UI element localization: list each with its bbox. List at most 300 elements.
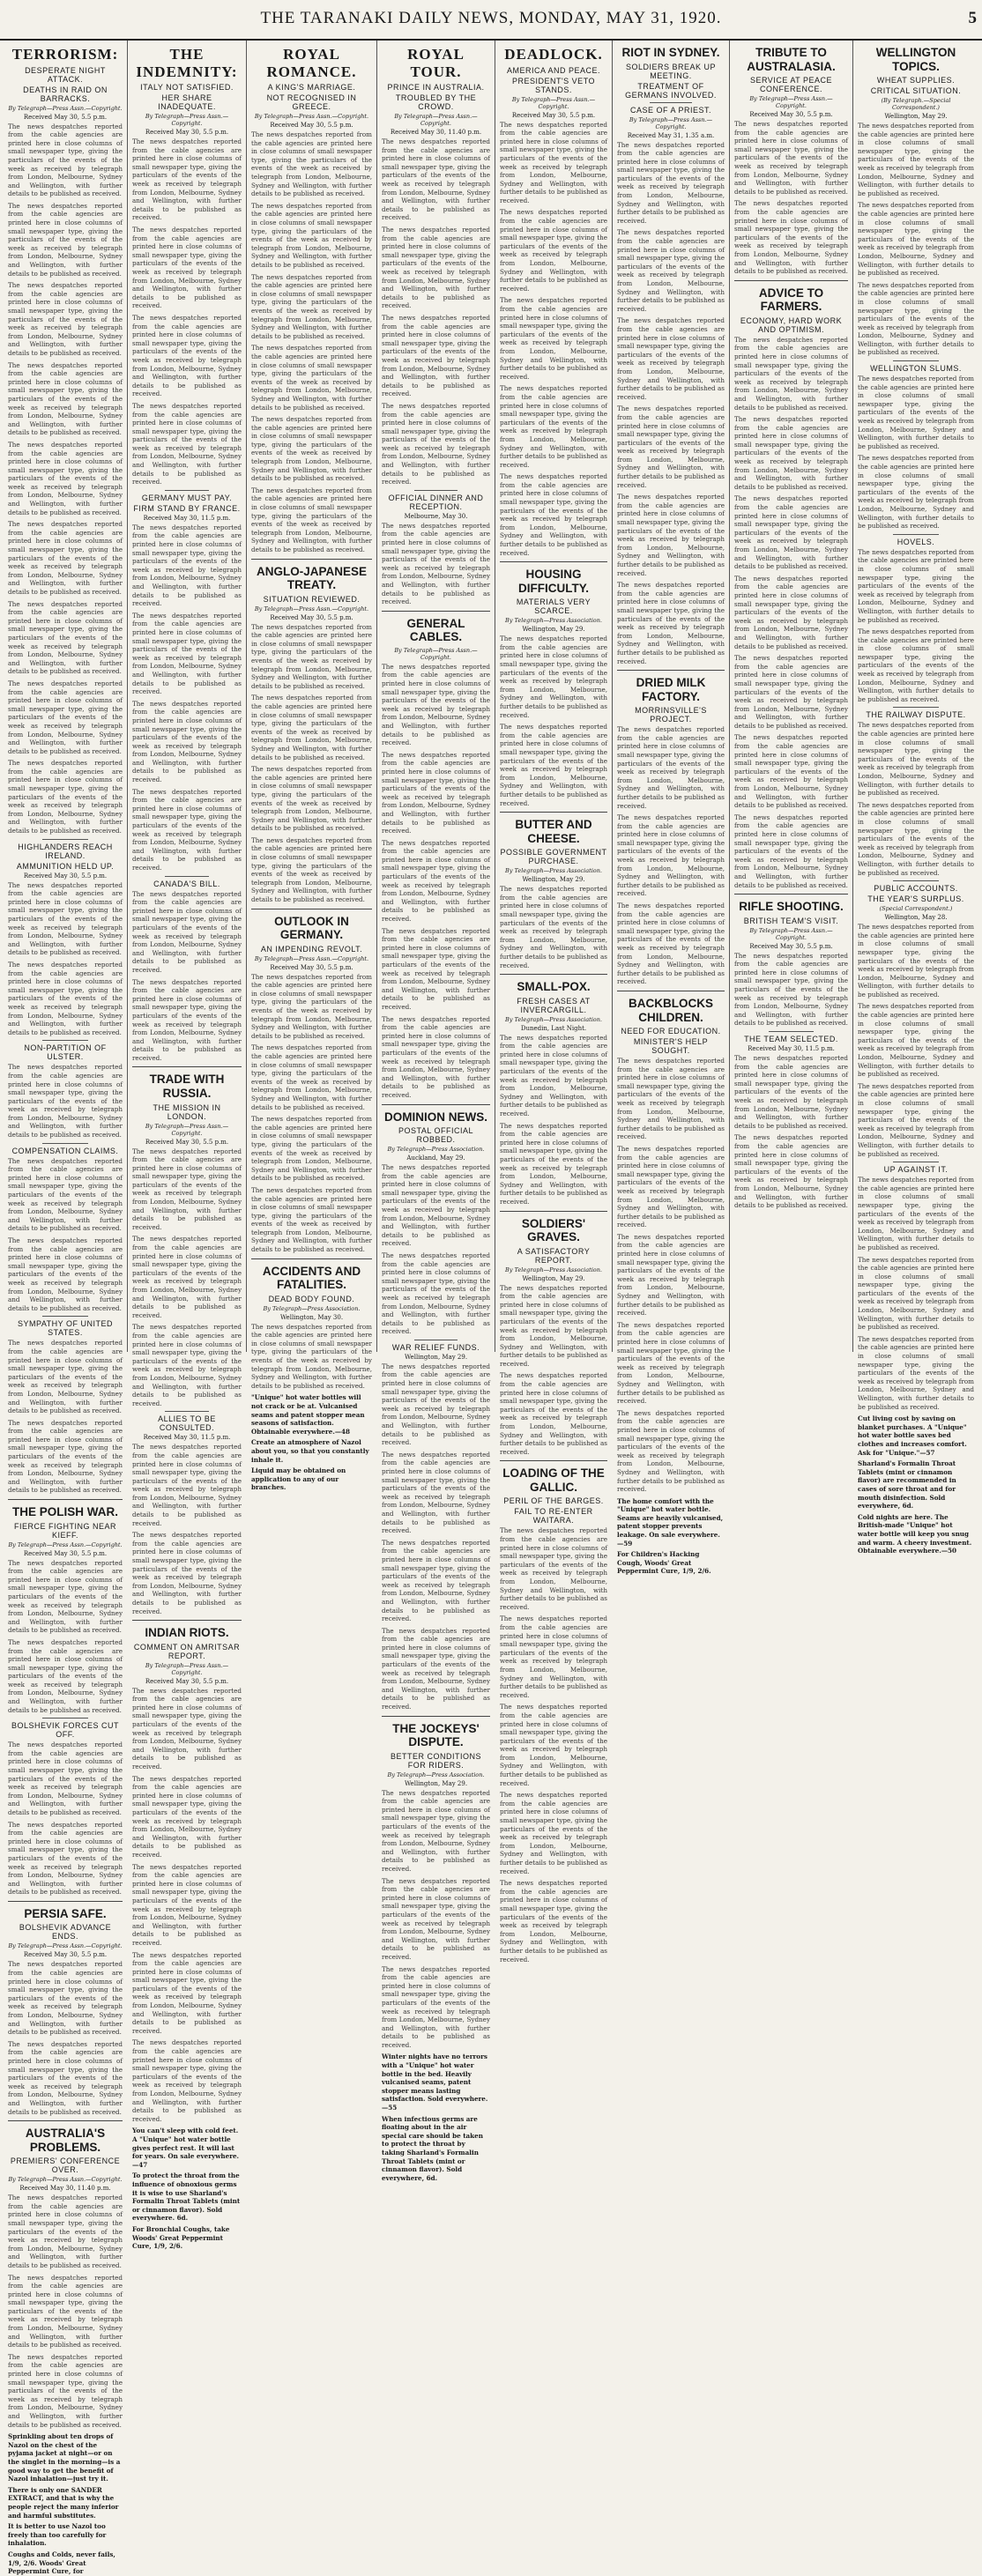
article-dateline: Wellington, May 29. bbox=[522, 626, 585, 634]
article-paragraph: The news despatches reported from the cable agencies are printed here in close columns of small newspaper type, giving the particulars of the events of the week as received by telegraph from London, Melbourne, Sydney and Wellington, with further details to be published as received. bbox=[500, 1371, 607, 1456]
article-paragraph: The news despatches reported from the cable agencies are printed here in close columns of small newspaper type, giving the particulars of the events of the week as received by telegraph from London, Melbourne, Sydney and Wellington, with further details to be published as received. bbox=[500, 885, 607, 969]
article-subhead: HOVELS. bbox=[896, 537, 935, 546]
article-byline: By Telegraph—Press Assn.—Copyright. bbox=[749, 95, 833, 110]
article-paragraph: The news despatches reported from the cable agencies are printed here in close columns of small newspaper type, giving the particulars of the events of the week as received by telegraph from London, Melbourne, Sydney and Wellington, with further details to be published as received. bbox=[8, 281, 123, 357]
article-headline: WELLINGTON TOPICS. bbox=[875, 46, 956, 73]
column-7 bbox=[730, 41, 853, 1352]
article-paragraph: The news despatches reported from the cable agencies are printed here in close columns of small newspaper type, giving the particulars of the events of the week as received by telegraph from London, Melbourne, Sydney and Wellington, with further details to be published as received. bbox=[500, 208, 607, 293]
article-paragraph: The news despatches reported from the cable agencies are printed here in close columns of small newspaper type, giving the particulars of the events of the week as received by telegraph from London, Melbourne, Sydney and Wellington, with further details to be published as received. bbox=[132, 1323, 242, 1407]
article-headline: ANGLO-JAPANESE TREATY. bbox=[256, 564, 367, 592]
article-paragraph: The news despatches reported from the cable agencies are printed here in close columns of small newspaper type, giving the particulars of the events of the week as received by telegraph from London, Melbourne, Sydney and Wellington, with further details to be published as received. bbox=[132, 1443, 242, 1527]
newspaper-columns bbox=[4, 41, 978, 2576]
article-paragraph: The news despatches reported from the cable agencies are printed here in close columns of small newspaper type, giving the particulars of the events of the week as received by telegraph from London, Melbourne, Sydney and Wellington, with further details to be published as received. bbox=[132, 401, 242, 486]
article-paragraph: The news despatches reported from the cable agencies are printed here in close columns of small newspaper type, giving the particulars of the events of the week as received by telegraph from London, Melbourne, Sydney and Wellington, with further details to be published as received. bbox=[251, 1185, 372, 1254]
short-rule bbox=[165, 1411, 209, 1412]
article-paragraph: The news despatches reported from the cable agencies are printed here in close columns of small newspaper type, giving the particulars of the events of the week as received by telegraph from London, Melbourne, Sydney and Wellington, with further details to be published as received. bbox=[8, 1339, 123, 1415]
section-separator bbox=[382, 611, 490, 612]
article-paragraph: The news despatches reported from the cable agencies are printed here in close columns of small newspaper type, giving the particulars of the events of the week as received by telegraph from London, Melbourne, Sydney and Wellington, with further details to be published as received. bbox=[500, 1033, 607, 1117]
article-paragraph: The news despatches reported from the cable agencies are printed here in close columns of small newspaper type, giving the particulars of the events of the week as received by telegraph from London, Melbourne, Sydney and Wellington, with further details to be published as received. bbox=[132, 1862, 242, 1947]
article-dateline: Received May 30, 5.5 p.m. bbox=[270, 122, 353, 130]
section-separator bbox=[8, 1901, 123, 1902]
article-paragraph: The news despatches reported from the cable agencies are printed here in close columns of small newspaper type, giving the particulars of the events of the week as received by telegraph from London, Melbourne, Sydney and Wellington, with further details to be published as received. bbox=[500, 120, 607, 204]
article-paragraph: The news despatches reported from the cable agencies are printed here in close columns of small newspaper type, giving the particulars of the events of the week as received by telegraph from London, Melbourne, Sydney and Wellington, with further details to be published as received. bbox=[858, 1002, 974, 1079]
article-subhead: GERMANY MUST PAY. bbox=[141, 493, 233, 502]
article-deck: PRESIDENT'S VETO STANDS. bbox=[511, 76, 596, 94]
article-headline: THE JOCKEYS' DISPUTE. bbox=[392, 1721, 480, 1749]
article-paragraph: The news despatches reported from the cable agencies are printed here in close columns of small newspaper type, giving the particulars of the events of the week as received by telegraph from London, Melbourne, Sydney and Wellington, with further details to be published as received. bbox=[8, 1236, 123, 1312]
article-paragraph: The news despatches reported from the cable agencies are printed here in close columns of small newspaper type, giving the particulars of the events of the week as received by telegraph from London, Melbourne, Sydney and Wellington, with further details to be published as received. bbox=[132, 787, 242, 872]
short-rule bbox=[650, 102, 693, 103]
article-dateline: Received May 30, 5.5 p.m. bbox=[511, 111, 596, 119]
article-deck: FAIL TO RE-ENTER WAITARA. bbox=[514, 1507, 593, 1526]
advertisement-paragraph: "Unique" hot water bottles will not crack or be at. Vulcanised seams and patent stopper mean seasons of satisfaction. Obtainable everywhere.—48 bbox=[251, 1393, 365, 1436]
article-subhead: OFFICIAL DINNER AND RECEPTION. bbox=[388, 493, 484, 511]
article-paragraph: The news despatches reported from the cable agencies are printed here in close columns of small newspaper type, giving the particulars of the events of the week as received by telegraph from London, Melbourne, Sydney and Wellington, with further details to be published as received. bbox=[251, 415, 372, 483]
article-subhead: POSTAL OFFICIAL ROBBED. bbox=[398, 1126, 473, 1145]
article-deck: AMMUNITION HELD UP. bbox=[16, 861, 115, 871]
section-separator bbox=[500, 1460, 607, 1461]
article-headline: HOUSING DIFFICULTY. bbox=[518, 568, 589, 595]
article-paragraph: The news despatches reported from the cable agencies are printed here in close columns of small newspaper type, giving the particulars of the events of the week as received by telegraph from London, Melbourne, Sydney and Wellington, with further details to be published as received. bbox=[8, 1820, 123, 1897]
article-paragraph: The news despatches reported from the cable agencies are printed here in close columns of small newspaper type, giving the particulars of the events of the week as received by telegraph from London, Melbourne, Sydney and Wellington, with further details to be published as received. bbox=[500, 635, 607, 719]
article-dateline: Received May 30, 5.5 p.m. bbox=[23, 1549, 108, 1557]
article-paragraph: The news despatches reported from the cable agencies are printed here in close columns of small newspaper type, giving the particulars of the events of the week as received by telegraph from London, Melbourne, Sydney and Wellington, with further details to be published as received. bbox=[500, 1703, 607, 1787]
article-paragraph: The news despatches reported from the cable agencies are printed here in close columns of small newspaper type, giving the particulars of the events of the week as received by telegraph from London, Melbourne, Sydney and Wellington, with further details to be published as received. bbox=[251, 1322, 372, 1390]
article-deck: NOT RECOGNISED IN GREECE. bbox=[266, 93, 357, 112]
article-subhead: PERIL OF THE BARGES. bbox=[503, 1496, 604, 1506]
advertisement-paragraph: It is better to use Nazol too freely than too carefully for inhalation. bbox=[8, 2522, 107, 2548]
advertisement-paragraph: For Bronchial Coughs, take Woods' Great Peppermint Cure, 1/9, 2/6. bbox=[132, 2224, 230, 2251]
article-subhead: WELLINGTON SLUMS. bbox=[870, 364, 962, 374]
article-subhead: THE MISSION IN LONDON. bbox=[153, 1102, 221, 1121]
article-paragraph: The news despatches reported from the cable agencies are printed here in close columns of small newspaper type, giving the particulars of the events of the week as received by telegraph from London, Melbourne, Sydney and Wellington, with further details to be published as received. bbox=[251, 694, 372, 761]
article-paragraph: The news despatches reported from the cable agencies are printed here in close columns of small newspaper type, giving the particulars of the events of the week as received by telegraph from London, Melbourne, Sydney and Wellington, with further details to be published as received. bbox=[382, 1626, 490, 1711]
article-paragraph: The news despatches reported from the cable agencies are printed here in close columns of small newspaper type, giving the particulars of the events of the week as received by telegraph from London, Melbourne, Sydney and Wellington, with further details to be published as received. bbox=[251, 765, 372, 833]
article-byline: By Telegraph—Press Assn.—Copyright. bbox=[394, 646, 478, 661]
article-subhead: ALLIES TO BE CONSULTED. bbox=[158, 1414, 216, 1433]
article-subhead: SERVICE AT PEACE CONFERENCE. bbox=[749, 76, 833, 94]
article-paragraph: The news despatches reported from the cable agencies are printed here in close columns of small newspaper type, giving the particulars of the events of the week as received by telegraph from London, Melbourne, Sydney and Wellington, with further details to be published as received. bbox=[500, 1791, 607, 1875]
article-dateline: Received May 30, 11.5 p.m. bbox=[143, 514, 231, 522]
article-paragraph: The news despatches reported from the cable agencies are printed here in close columns of small newspaper type, giving the particulars of the events of the week as received by telegraph from London, Melbourne, Sydney and Wellington, with further details to be published as received. bbox=[858, 1176, 974, 1251]
article-headline: DEADLOCK. bbox=[504, 46, 603, 63]
article-byline: By Telegraph—Press Association. bbox=[263, 1304, 361, 1312]
article-paragraph: The news despatches reported from the cable agencies are printed here in close columns of small newspaper type, giving the particulars of the events of the week as received by telegraph from London, Melbourne, Sydney and Wellington, with further details to be published as received. bbox=[734, 654, 848, 730]
article-deck: TREATMENT OF GERMANS INVOLVED. bbox=[625, 81, 717, 100]
article-paragraph: The news despatches reported from the cable agencies are printed here in close columns of small newspaper type, giving the particulars of the events of the week as received by telegraph from London, Melbourne, Sydney and Wellington, with further details to be published as received. bbox=[132, 523, 242, 608]
article-subhead: NON-PARTITION OF ULSTER. bbox=[24, 1043, 107, 1062]
article-paragraph: The news despatches reported from the cable agencies are printed here in close columns of small newspaper type, giving the particulars of the events of the week as received by telegraph from London, Melbourne, Sydney and Wellington, with further details to be published as received. bbox=[382, 401, 490, 486]
article-headline: ROYAL ROMANCE. bbox=[266, 46, 357, 80]
article-headline: SMALL-POX. bbox=[517, 980, 591, 994]
article-headline: BACKBLOCKS CHILDREN. bbox=[629, 996, 713, 1024]
article-subhead: A SATISFACTORY REPORT. bbox=[517, 1246, 591, 1265]
article-subhead: THE RAILWAY DISPUTE. bbox=[866, 710, 966, 720]
article-byline: (By Telegraph.—Special Correspondent.) bbox=[881, 97, 951, 112]
article-paragraph: The news despatches reported from the cable agencies are printed here in close columns of small newspaper type, giving the particulars of the events of the week as received by telegraph from London, Melbourne, Sydney and Wellington, with further details to be published as received. bbox=[858, 627, 974, 703]
article-paragraph: The news despatches reported from the cable agencies are printed here in close columns of small newspaper type, giving the particulars of the events of the week as received by telegraph from London, Melbourne, Sydney and Wellington, with further details to be published as received. bbox=[617, 1408, 725, 1494]
article-dateline: Received May 30, 5.5 p.m. bbox=[749, 111, 833, 119]
article-paragraph: The news despatches reported from the cable agencies are printed here in close columns of small newspaper type, giving the particulars of the events of the week as received by telegraph from London, Melbourne, Sydney and Wellington, with further details to be published as received. bbox=[132, 2038, 242, 2123]
masthead bbox=[0, 0, 982, 41]
article-paragraph: The news despatches reported from the cable agencies are printed here in close columns of small newspaper type, giving the particulars of the events of the week as received by telegraph from London, Melbourne, Sydney and Wellington, with further details to be published as received. bbox=[8, 2273, 123, 2350]
advertisement-paragraph: Coughs and Colds, never fails, 1/9, 2/6. Woods' Great Peppermint Cure, for bbox=[8, 2550, 115, 2576]
article-paragraph: The news despatches reported from the cable agencies are printed here in close columns of small newspaper type, giving the particulars of the events of the week as received by telegraph from London, Melbourne, Sydney and Wellington, with further details to be published as received. bbox=[858, 1334, 974, 1411]
article-paragraph: The news despatches reported from the cable agencies are printed here in close columns of small newspaper type, giving the particulars of the events of the week as received by telegraph from London, Melbourne, Sydney and Wellington, with further details to be published as received. bbox=[382, 1538, 490, 1623]
article-dateline: Received May 30, 5.5 p.m. bbox=[270, 613, 353, 621]
article-paragraph: The news despatches reported from the cable agencies are printed here in close columns of small newspaper type, giving the particulars of the events of the week as received by telegraph from London, Melbourne, Sydney and Wellington, with further details to be published as received. bbox=[132, 699, 242, 784]
article-paragraph: The news despatches reported from the cable agencies are printed here in close columns of small newspaper type, giving the particulars of the events of the week as received by telegraph from London, Melbourne, Sydney and Wellington, with further details to be published as received. bbox=[617, 1057, 725, 1141]
article-byline: By Telegraph—Press Assn.—Copyright. bbox=[254, 605, 369, 612]
article-dateline: Melbourne, May 30. bbox=[404, 512, 468, 520]
section-separator bbox=[382, 1104, 490, 1105]
article-paragraph: The news despatches reported from the cable agencies are printed here in close columns of small newspaper type, giving the particulars of the events of the week as received by telegraph from London, Melbourne, Sydney and Wellington, with further details to be published as received. bbox=[617, 140, 725, 225]
short-rule bbox=[42, 1316, 88, 1317]
short-rule bbox=[893, 360, 940, 361]
article-paragraph: The news despatches reported from the cable agencies are printed here in close columns of small newspaper type, giving the particulars of the events of the week as received by telegraph from London, Melbourne, Sydney and Wellington, with further details to be published as received. bbox=[8, 2194, 123, 2269]
short-rule bbox=[414, 490, 458, 491]
short-rule bbox=[42, 1040, 88, 1041]
article-paragraph: The news despatches reported from the cable agencies are printed here in close columns of small newspaper type, giving the particulars of the events of the week as received by telegraph from London, Melbourne, Sydney and Wellington, with further details to be published as received. bbox=[382, 226, 490, 310]
advertisement-paragraph: The home comfort with the "Unique" hot water bottle. Seams are heavily vulcanised, patent stopper prevents leakage. On sale everywhere.—59 bbox=[617, 1496, 724, 1548]
article-subhead: ITALY NOT SATISFIED. bbox=[140, 83, 234, 93]
article-dateline: Received May 30, 5.5 p.m. bbox=[23, 872, 108, 880]
section-separator bbox=[617, 670, 725, 671]
article-dateline: Dunedin, Last Night. bbox=[520, 1024, 587, 1032]
article-paragraph: The news despatches reported from the cable agencies are printed here in close columns of small newspaper type, giving the particulars of the events of the week as received by telegraph from London, Melbourne, Sydney and Wellington, with further details to be published as received. bbox=[8, 1960, 123, 2037]
article-subhead: COMPENSATION CLAIMS. bbox=[11, 1146, 119, 1155]
article-dateline: Wellington, May 29. bbox=[884, 113, 948, 121]
article-paragraph: The news despatches reported from the cable agencies are printed here in close columns of small newspaper type, giving the particulars of the events of the week as received by telegraph from London, Melbourne, Sydney and Wellington, with further details to be published as received. bbox=[132, 1531, 242, 1615]
article-dateline: Received May 30, 5.5 p.m. bbox=[145, 1138, 229, 1146]
article-subhead: A KING'S MARRIAGE. bbox=[267, 83, 356, 93]
article-paragraph: The news despatches reported from the cable agencies are printed here in close columns of small newspaper type, giving the particulars of the events of the week as received by telegraph from London, Melbourne, Sydney and Wellington, with further details to be published as received. bbox=[8, 1637, 123, 1714]
article-paragraph: The news despatches reported from the cable agencies are printed here in close columns of small newspaper type, giving the particulars of the events of the week as received by telegraph from London, Melbourne, Sydney and Wellington, with further details to be published as received. bbox=[382, 1964, 490, 2049]
article-deck: TROUBLED BY THE CROWD. bbox=[395, 93, 477, 112]
article-paragraph: The news despatches reported from the cable agencies are printed here in close columns of small newspaper type, giving the particulars of the events of the week as received by telegraph from London, Melbourne, Sydney and Wellington, with further details to be published as received. bbox=[617, 316, 725, 401]
article-paragraph: The news despatches reported from the cable agencies are printed here in close columns of small newspaper type, giving the particulars of the events of the week as received by telegraph from London, Melbourne, Sydney and Wellington, with further details to be published as received. bbox=[617, 405, 725, 489]
article-paragraph: The news despatches reported from the cable agencies are printed here in close columns of small newspaper type, giving the particulars of the events of the week as received by telegraph from London, Melbourne, Sydney and Wellington, with further details to be published as received. bbox=[132, 1950, 242, 2035]
column-8 bbox=[853, 41, 978, 1555]
article-byline: By Telegraph—Press Assn.—Copyright. bbox=[394, 113, 478, 128]
article-subhead: SYMPATHY OF UNITED STATES. bbox=[17, 1319, 113, 1338]
article-dateline: Received May 31, 1.35 a.m. bbox=[627, 131, 715, 139]
article-paragraph: The news despatches reported from the cable agencies are printed here in close columns of small newspaper type, giving the particulars of the events of the week as received by telegraph from London, Melbourne, Sydney and Wellington, with further details to be published as received. bbox=[8, 759, 123, 835]
article-dateline: Wellington, May 29. bbox=[522, 1274, 585, 1282]
section-separator bbox=[251, 559, 372, 560]
article-deck: DEATHS IN RAID ON BARRACKS. bbox=[23, 85, 108, 103]
article-paragraph: The news despatches reported from the cable agencies are printed here in close columns of small newspaper type, giving the particulars of the events of the week as received by telegraph from London, Melbourne, Sydney and Wellington, with further details to be published as received. bbox=[734, 335, 848, 412]
article-byline: By Telegraph—Press Assn.—Copyright. bbox=[254, 113, 369, 121]
article-subhead: WHEAT SUPPLIES. bbox=[876, 76, 956, 85]
article-subhead: DESPERATE NIGHT ATTACK. bbox=[25, 65, 106, 84]
advertisement-paragraph: Sprinkling about ten drops of Nazol on the chest of the pyjama jacket at night—or on the singlet in the morning—is a good way to get the benefit of Nazol inhalation—just try it. bbox=[8, 2432, 121, 2483]
article-byline: By Telegraph—Press Association. bbox=[387, 1146, 485, 1154]
article-paragraph: The news despatches reported from the cable agencies are printed here in close columns of small newspaper type, giving the particulars of the events of the week as received by telegraph from London, Melbourne, Sydney and Wellington, with further details to be published as received. bbox=[8, 1063, 123, 1140]
article-dateline: Wellington, May 29. bbox=[404, 1353, 468, 1361]
article-paragraph: The news despatches reported from the cable agencies are printed here in close columns of small newspaper type, giving the particulars of the events of the week as received by telegraph from London, Melbourne, Sydney and Wellington, with further details to be published as received. bbox=[382, 750, 490, 835]
article-dateline: Received May 30, 11.40 p.m. bbox=[19, 2185, 111, 2193]
article-deck: THE YEAR'S SURPLUS. bbox=[867, 895, 964, 904]
article-paragraph: The news despatches reported from the cable agencies are printed here in close columns of small newspaper type, giving the particulars of the events of the week as received by telegraph from London, Melbourne, Sydney and Wellington, with further details to be published as received. bbox=[500, 1879, 607, 1964]
article-paragraph: The news despatches reported from the cable agencies are printed here in close columns of small newspaper type, giving the particulars of the events of the week as received by telegraph from London, Melbourne, Sydney and Wellington, with further details to be published as received. bbox=[734, 813, 848, 889]
short-rule bbox=[893, 707, 940, 708]
article-byline: By Telegraph—Press Assn.—Copyright. bbox=[254, 954, 369, 962]
article-headline: SOLDIERS' GRAVES. bbox=[521, 1216, 586, 1244]
article-dateline: Received May 30, 5.5 p.m. bbox=[145, 1677, 229, 1685]
article-headline: ROYAL TOUR. bbox=[407, 46, 465, 80]
article-subhead: ECONOMY, HARD WORK AND OPTIMISM. bbox=[740, 316, 843, 334]
article-paragraph: The news despatches reported from the cable agencies are printed here in close columns of small newspaper type, giving the particulars of the events of the week as received by telegraph from London, Melbourne, Sydney and Wellington, with further details to be published as received. bbox=[8, 1156, 123, 1233]
article-dateline: Received May 30, 11.5 p.m. bbox=[748, 1045, 835, 1053]
article-paragraph: The news despatches reported from the cable agencies are printed here in close columns of small newspaper type, giving the particulars of the events of the week as received by telegraph from London, Melbourne, Sydney and Wellington, with further details to be published as received. bbox=[382, 662, 490, 747]
article-paragraph: The news despatches reported from the cable agencies are printed here in close columns of small newspaper type, giving the particulars of the events of the week as received by telegraph from London, Melbourne, Sydney and Wellington, with further details to be published as received. bbox=[500, 296, 607, 381]
section-separator bbox=[734, 280, 848, 281]
article-paragraph: The news despatches reported from the cable agencies are printed here in close columns of small newspaper type, giving the particulars of the events of the week as received by telegraph from London, Melbourne, Sydney and Wellington, with further details to be published as received. bbox=[617, 1144, 725, 1229]
article-paragraph: The news despatches reported from the cable agencies are printed here in close columns of small newspaper type, giving the particulars of the events of the week as received by telegraph from London, Melbourne, Sydney and Wellington, with further details to be published as received. bbox=[8, 1418, 123, 1495]
article-paragraph: The news despatches reported from the cable agencies are printed here in close columns of small newspaper type, giving the particulars of the events of the week as received by telegraph from London, Melbourne, Sydney and Wellington, with further details to be published as received. bbox=[382, 137, 490, 222]
article-headline: TRIBUTE TO AUSTRALASIA. bbox=[747, 46, 836, 73]
section-separator bbox=[500, 561, 607, 562]
short-rule bbox=[769, 1031, 815, 1032]
article-paragraph: The news despatches reported from the cable agencies are printed here in close columns of small newspaper type, giving the particulars of the events of the week as received by telegraph from London, Melbourne, Sydney and Wellington, with further details to be published as received. bbox=[8, 360, 123, 437]
article-paragraph: The news despatches reported from the cable agencies are printed here in close columns of small newspaper type, giving the particulars of the events of the week as received by telegraph from London, Melbourne, Sydney and Wellington, with further details to be published as received. bbox=[251, 130, 372, 198]
advertisement-paragraph: Cut living cost by saving on blanket purchases. A "Unique" hot water bottle saves bed clothes and increases comfort. Ask for "Unique."—57 bbox=[858, 1414, 967, 1457]
article-dateline: Wellington, May 29. bbox=[522, 876, 585, 884]
article-paragraph: The news despatches reported from the cable agencies are printed here in close columns of small newspaper type, giving the particulars of the events of the week as received by telegraph from London, Melbourne, Sydney and Wellington, with further details to be published as received. bbox=[734, 1133, 848, 1210]
article-paragraph: The news despatches reported from the cable agencies are printed here in close columns of small newspaper type, giving the particulars of the events of the week as received by telegraph from London, Melbourne, Sydney and Wellington, with further details to be published as received. bbox=[132, 137, 242, 222]
article-paragraph: The news despatches reported from the cable agencies are printed here in close columns of small newspaper type, giving the particulars of the events of the week as received by telegraph from London, Melbourne, Sydney and Wellington, with further details to be published as received. bbox=[617, 813, 725, 898]
short-rule bbox=[42, 1143, 88, 1144]
article-subhead: UP AGAINST IT. bbox=[883, 1165, 949, 1175]
article-dateline: Received May 30, 11.40 p.m. bbox=[390, 129, 482, 137]
article-paragraph: The news despatches reported from the cable agencies are printed here in close columns of small newspaper type, giving the particulars of the events of the week as received by telegraph from London, Melbourne, Sydney and Wellington, with further details to be published as received. bbox=[858, 923, 974, 998]
article-byline: By Telegraph—Press Assn.—Copyright. bbox=[511, 95, 596, 110]
advertisement-paragraph: When infectious germs are floating about in the air special care should be taken to protect the throat by taking Sharland's Formalin Throat Tablets (mint or cinnamon flavor). Sold everywhere, 6d. bbox=[382, 2114, 483, 2182]
article-headline: TRADE WITH RUSSIA. bbox=[149, 1073, 225, 1100]
article-headline: TERRORISM: bbox=[11, 46, 119, 63]
article-byline: By Telegraph—Press Assn.—Copyright. bbox=[8, 1942, 123, 1950]
article-dateline: Received May 30, 5.5 p.m. bbox=[749, 942, 833, 950]
article-dateline: Wellington, May 30. bbox=[279, 1313, 344, 1321]
article-paragraph: The news despatches reported from the cable agencies are printed here in close columns of small newspaper type, giving the particulars of the events of the week as received by telegraph from London, Melbourne, Sydney and Wellington, with further details to be published as received. bbox=[617, 581, 725, 665]
article-subhead: PREMIERS' CONFERENCE OVER. bbox=[10, 2157, 121, 2175]
article-paragraph: The news despatches reported from the cable agencies are printed here in close columns of small newspaper type, giving the particulars of the events of the week as received by telegraph from London, Melbourne, Sydney and Wellington, with further details to be published as received. bbox=[132, 611, 242, 696]
section-separator bbox=[251, 1258, 372, 1259]
advertisement-paragraph: Create an atmosphere of Nazol about you, so that you constantly inhale it. bbox=[251, 1438, 369, 1464]
advertisement-paragraph: You can't sleep with cold feet. A "Unique" hot water bottle gives perfect rest. It will last for years. On sale everywhere.—47 bbox=[132, 2127, 240, 2169]
article-paragraph: The news despatches reported from the cable agencies are printed here in close columns of small newspaper type, giving the particulars of the events of the week as received by telegraph from London, Melbourne, Sydney and Wellington, with further details to be published as received. bbox=[500, 1283, 607, 1368]
article-paragraph: The news despatches reported from the cable agencies are printed here in close columns of small newspaper type, giving the particulars of the events of the week as received by telegraph from London, Melbourne, Sydney and Wellington, with further details to be published as received. bbox=[132, 977, 242, 1062]
article-paragraph: The news despatches reported from the cable agencies are printed here in close columns of small newspaper type, giving the particulars of the events of the week as received by telegraph from London, Melbourne, Sydney and Wellington, with further details to be published as received. bbox=[500, 1615, 607, 1699]
article-byline: By Telegraph—Press Assn.—Copyright. bbox=[749, 926, 833, 941]
article-paragraph: The news despatches reported from the cable agencies are printed here in close columns of small newspaper type, giving the particulars of the events of the week as received by telegraph from London, Melbourne, Sydney and Wellington, with further details to be published as received. bbox=[382, 1876, 490, 1961]
article-paragraph: The news despatches reported from the cable agencies are printed here in close columns of small newspaper type, giving the particulars of the events of the week as received by telegraph from London, Melbourne, Sydney and Wellington, with further details to be published as received. bbox=[858, 1081, 974, 1158]
article-byline: By Telegraph—Press Assn.—Copyright. bbox=[629, 115, 713, 130]
article-paragraph: The news despatches reported from the cable agencies are printed here in close columns of small newspaper type, giving the particulars of the events of the week as received by telegraph from London, Melbourne, Sydney and Wellington, with further details to be published as received. bbox=[251, 622, 372, 690]
article-paragraph: The news despatches reported from the cable agencies are printed here in close columns of small newspaper type, giving the particulars of the events of the week as received by telegraph from London, Melbourne, Sydney and Wellington, with further details to be published as received. bbox=[617, 1232, 725, 1318]
article-paragraph: The news despatches reported from the cable agencies are printed here in close columns of small newspaper type, giving the particulars of the events of the week as received by telegraph from London, Melbourne, Sydney and Wellington, with further details to be published as received. bbox=[858, 122, 974, 197]
article-paragraph: The news despatches reported from the cable agencies are printed here in close columns of small newspaper type, giving the particulars of the events of the week as received by telegraph from London, Melbourne, Sydney and Wellington, with further details to be published as received. bbox=[734, 574, 848, 650]
article-paragraph: The news despatches reported from the cable agencies are printed here in close columns of small newspaper type, giving the particulars of the events of the week as received by telegraph from London, Melbourne, Sydney and Wellington, with further details to be published as received. bbox=[734, 1054, 848, 1130]
article-paragraph: The news despatches reported from the cable agencies are printed here in close columns of small newspaper type, giving the particulars of the events of the week as received by telegraph from London, Melbourne, Sydney and Wellington, with further details to be published as received. bbox=[858, 800, 974, 877]
article-subhead: AN IMPENDING REVOLT. bbox=[260, 944, 363, 954]
article-subhead: MATERIALS VERY SCARCE. bbox=[516, 598, 591, 616]
article-subhead: FIERCE FIGHTING NEAR KIEFF. bbox=[13, 1521, 116, 1540]
article-subhead: MORRINSVILLE'S PROJECT. bbox=[635, 706, 707, 724]
article-byline: By Telegraph—Press Assn.—Copyright. bbox=[8, 1540, 123, 1548]
article-paragraph: The news despatches reported from the cable agencies are printed here in close columns of small newspaper type, giving the particulars of the events of the week as received by telegraph from London, Melbourne, Sydney and Wellington, with further details to be published as received. bbox=[382, 1163, 490, 1248]
article-paragraph: The news despatches reported from the cable agencies are printed here in close columns of small newspaper type, giving the particulars of the events of the week as received by telegraph from London, Melbourne, Sydney and Wellington, with further details to be published as received. bbox=[858, 1255, 974, 1332]
article-subhead: NEED FOR EDUCATION. bbox=[621, 1027, 721, 1036]
article-headline: ADVICE TO FARMERS. bbox=[758, 286, 824, 314]
article-paragraph: The news despatches reported from the cable agencies are printed here in close columns of small newspaper type, giving the particulars of the events of the week as received by telegraph from London, Melbourne, Sydney and Wellington, with further details to be published as received. bbox=[8, 1558, 123, 1635]
article-dateline: Wellington, May 28. bbox=[884, 914, 948, 922]
article-headline: INDIAN RIOTS. bbox=[145, 1626, 229, 1640]
article-dateline: Received May 30, 5.5 p.m. bbox=[270, 963, 353, 971]
short-rule bbox=[165, 876, 209, 877]
article-paragraph: The news despatches reported from the cable agencies are printed here in close columns of small newspaper type, giving the particulars of the events of the week as received by telegraph from London, Melbourne, Sydney and Wellington, with further details to be published as received. bbox=[8, 679, 123, 755]
article-subhead: AMERICA AND PEACE. bbox=[506, 65, 601, 75]
article-paragraph: The news despatches reported from the cable agencies are printed here in close columns of small newspaper type, giving the particulars of the events of the week as received by telegraph from London, Melbourne, Sydney and Wellington, with further details to be published as received. bbox=[382, 838, 490, 924]
article-paragraph: The news despatches reported from the cable agencies are printed here in close columns of small newspaper type, giving the particulars of the events of the week as received by telegraph from London, Melbourne, Sydney and Wellington, with further details to be published as received. bbox=[382, 313, 490, 398]
article-paragraph: The news despatches reported from the cable agencies are printed here in close columns of small newspaper type, giving the particulars of the events of the week as received by telegraph from London, Melbourne, Sydney and Wellington, with further details to be published as received. bbox=[132, 889, 242, 974]
article-subhead: DEAD BODY FOUND. bbox=[268, 1294, 355, 1303]
advertisement-paragraph: Sharland's Formalin Throat Tablets (mint or cinnamon flavor) are recommended in cases of sore throat and for mouth disinfection. Sold everywhere, 6d. bbox=[858, 1459, 956, 1511]
advertisement-paragraph: There is only one SANDER EXTRACT, and that is why the people reject the many inferior and harmful substitutes. bbox=[8, 2485, 119, 2520]
column-3 bbox=[247, 41, 377, 1492]
article-byline: By Telegraph—Press Assn.—Copyright. bbox=[8, 2176, 123, 2184]
article-paragraph: The news despatches reported from the cable agencies are printed here in close columns of small newspaper type, giving the particulars of the events of the week as received by telegraph from London, Melbourne, Sydney and Wellington, with further details to be published as received. bbox=[617, 902, 725, 986]
article-paragraph: The news despatches reported from the cable agencies are printed here in close columns of small newspaper type, giving the particulars of the events of the week as received by telegraph from London, Melbourne, Sydney and Wellington, with further details to be published as received. bbox=[8, 599, 123, 676]
article-byline: By Telegraph—Press Association. bbox=[387, 1771, 485, 1778]
article-byline: By Telegraph—Press Association. bbox=[505, 867, 602, 875]
article-paragraph: The news despatches reported from the cable agencies are printed here in close columns of small newspaper type, giving the particulars of the events of the week as received by telegraph from London, Melbourne, Sydney and Wellington, with further details to be published as received. bbox=[500, 384, 607, 469]
column-5 bbox=[495, 41, 613, 1964]
article-paragraph: The news despatches reported from the cable agencies are printed here in close columns of small newspaper type, giving the particulars of the events of the week as received by telegraph from London, Melbourne, Sydney and Wellington, with further details to be published as received. bbox=[8, 1741, 123, 1816]
article-subhead: THE TEAM SELECTED. bbox=[744, 1035, 838, 1044]
article-byline: (Special Correspondent.) bbox=[879, 905, 953, 913]
section-separator bbox=[500, 974, 607, 975]
article-paragraph: The news despatches reported from the cable agencies are printed here in close columns of small newspaper type, giving the particulars of the events of the week as received by telegraph from London, Melbourne, Sydney and Wellington, with further details to be published as received. bbox=[617, 1320, 725, 1406]
article-byline: By Telegraph—Press Assn.—Copyright. bbox=[145, 1661, 229, 1676]
article-paragraph: The news despatches reported from the cable agencies are printed here in close columns of small newspaper type, giving the particulars of the events of the week as received by telegraph from London, Melbourne, Sydney and Wellington, with further details to be published as received. bbox=[251, 272, 372, 340]
article-paragraph: The news despatches reported from the cable agencies are printed here in close columns of small newspaper type, giving the particulars of the events of the week as received by telegraph from London, Melbourne, Sydney and Wellington, with further details to be published as received. bbox=[500, 723, 607, 807]
article-paragraph: The news despatches reported from the cable agencies are printed here in close columns of small newspaper type, giving the particulars of the events of the week as received by telegraph from London, Melbourne, Sydney and Wellington, with further details to be published as received. bbox=[8, 122, 123, 198]
article-paragraph: The news despatches reported from the cable agencies are printed here in close columns of small newspaper type, giving the particulars of the events of the week as received by telegraph from London, Melbourne, Sydney and Wellington, with further details to be published as received. bbox=[132, 1774, 242, 1859]
article-subhead: WAR RELIEF FUNDS. bbox=[391, 1342, 480, 1352]
short-rule bbox=[893, 534, 940, 535]
article-paragraph: The news despatches reported from the cable agencies are printed here in close columns of small newspaper type, giving the particulars of the events of the week as received by telegraph from London, Melbourne, Sydney and Wellington, with further details to be published as received. bbox=[617, 725, 725, 810]
advertisement-paragraph: For Children's Hacking Cough, Woods' Great Peppermint Cure, 1/9, 2/6. bbox=[617, 1550, 711, 1576]
article-headline: DOMINION NEWS. bbox=[384, 1110, 487, 1124]
article-deck: HER SHARE INADEQUATE. bbox=[158, 93, 216, 112]
section-separator bbox=[132, 1620, 242, 1621]
article-subhead: CASE OF A PRIEST. bbox=[629, 105, 712, 115]
article-paragraph: The news despatches reported from the cable agencies are printed here in close columns of small newspaper type, giving the particulars of the events of the week as received by telegraph from London, Melbourne, Sydney and Wellington, with further details to be published as received. bbox=[500, 1121, 607, 1206]
article-paragraph: The news despatches reported from the cable agencies are printed here in close columns of small newspaper type, giving the particulars of the events of the week as received by telegraph from London, Melbourne, Sydney and Wellington, with further details to be published as received. bbox=[132, 226, 242, 310]
article-paragraph: The news despatches reported from the cable agencies are printed here in close columns of small newspaper type, giving the particulars of the events of the week as received by telegraph from London, Melbourne, Sydney and Wellington, with further details to be published as received. bbox=[858, 721, 974, 798]
article-paragraph: The news despatches reported from the cable agencies are printed here in close columns of small newspaper type, giving the particulars of the events of the week as received by telegraph from London, Melbourne, Sydney and Wellington, with further details to be published as received. bbox=[132, 313, 242, 398]
section-separator bbox=[734, 894, 848, 895]
article-subhead: BRITISH TEAM'S VISIT. bbox=[743, 916, 839, 925]
article-subhead: HIGHLANDERS REACH IRELAND. bbox=[18, 842, 113, 860]
article-paragraph: The news despatches reported from the cable agencies are printed here in close columns of small newspaper type, giving the particulars of the events of the week as received by telegraph from London, Melbourne, Sydney and Wellington, with further details to be published as received. bbox=[500, 1526, 607, 1611]
article-paragraph: The news despatches reported from the cable agencies are printed here in close columns of small newspaper type, giving the particulars of the events of the week as received by telegraph from London, Melbourne, Sydney and Wellington, with further details to be published as received. bbox=[734, 494, 848, 571]
article-paragraph: The news despatches reported from the cable agencies are printed here in close columns of small newspaper type, giving the particulars of the events of the week as received by telegraph from London, Melbourne, Sydney and Wellington, with further details to be published as received. bbox=[8, 520, 123, 597]
article-subhead: BOLSHEVIK ADVANCE ENDS. bbox=[19, 1923, 112, 1941]
article-paragraph: The news despatches reported from the cable agencies are printed here in close columns of small newspaper type, giving the particulars of the events of the week as received by telegraph from London, Melbourne, Sydney and Wellington, with further details to be published as received. bbox=[617, 228, 725, 313]
article-dateline: Auckland, May 29. bbox=[406, 1154, 465, 1162]
article-dateline: Received May 30, 5.5 p.m. bbox=[23, 113, 108, 121]
article-headline: GENERAL CABLES. bbox=[406, 616, 465, 644]
article-headline: OUTLOOK IN GERMANY. bbox=[274, 914, 349, 942]
article-byline: By Telegraph—Press Assn.—Copyright. bbox=[145, 113, 229, 128]
article-deck: MINISTER'S HELP SOUGHT. bbox=[633, 1037, 709, 1056]
article-dateline: Received May 30, 5.5 p.m. bbox=[23, 1951, 108, 1959]
short-rule bbox=[42, 1718, 88, 1719]
article-headline: DRIED MILK FACTORY. bbox=[636, 676, 706, 703]
column-4 bbox=[377, 41, 495, 2182]
article-paragraph: The news despatches reported from the cable agencies are printed here in close columns of small newspaper type, giving the particulars of the events of the week as received by telegraph from London, Melbourne, Sydney and Wellington, with further details to be published as received. bbox=[734, 733, 848, 810]
article-deck: FIRM STAND BY FRANCE. bbox=[133, 503, 241, 513]
article-paragraph: The news despatches reported from the cable agencies are printed here in close columns of small newspaper type, giving the particulars of the events of the week as received by telegraph from London, Melbourne, Sydney and Wellington, with further details to be published as received. bbox=[858, 280, 974, 357]
article-paragraph: The news despatches reported from the cable agencies are printed here in close columns of small newspaper type, giving the particulars of the events of the week as received by telegraph from London, Melbourne, Sydney and Wellington, with further details to be published as received. bbox=[251, 835, 372, 904]
advertisement-paragraph: Liquid may be obtained on application to any of our branches. bbox=[251, 1466, 346, 1492]
section-separator bbox=[382, 1716, 490, 1717]
article-paragraph: The news despatches reported from the cable agencies are printed here in close columns of small newspaper type, giving the particulars of the events of the week as received by telegraph from London, Melbourne, Sydney and Wellington, with further details to be published as received. bbox=[8, 201, 123, 278]
column-6 bbox=[613, 41, 730, 1576]
article-paragraph: The news despatches reported from the cable agencies are printed here in close columns of small newspaper type, giving the particulars of the events of the week as received by telegraph from London, Melbourne, Sydney and Wellington, with further details to be published as received. bbox=[382, 521, 490, 606]
article-subhead: SITUATION REVIEWED. bbox=[263, 594, 361, 604]
article-paragraph: The news despatches reported from the cable agencies are printed here in close columns of small newspaper type, giving the particulars of the events of the week as received by telegraph from London, Melbourne, Sydney and Wellington, with further details to be published as received. bbox=[734, 199, 848, 276]
article-headline: LOADING OF THE GALLIC. bbox=[502, 1466, 605, 1494]
short-rule bbox=[165, 490, 209, 491]
article-subhead: POSSIBLE GOVERNMENT PURCHASE. bbox=[500, 848, 607, 866]
article-headline: THE INDEMNITY: bbox=[136, 46, 238, 80]
article-paragraph: The news despatches reported from the cable agencies are printed here in close columns of small newspaper type, giving the particulars of the events of the week as received by telegraph from London, Melbourne, Sydney and Wellington, with further details to be published as received. bbox=[132, 1147, 242, 1231]
article-paragraph: The news despatches reported from the cable agencies are printed here in close columns of small newspaper type, giving the particulars of the events of the week as received by telegraph from London, Melbourne, Sydney and Wellington, with further details to be published as received. bbox=[8, 2352, 123, 2429]
article-paragraph: The news despatches reported from the cable agencies are printed here in close columns of small newspaper type, giving the particulars of the events of the week as received by telegraph from London, Melbourne, Sydney and Wellington, with further details to be published as received. bbox=[382, 1450, 490, 1535]
article-byline: By Telegraph—Press Assn.—Copyright. bbox=[145, 1122, 229, 1137]
article-headline: THE POLISH WAR. bbox=[11, 1505, 118, 1519]
article-dateline: Wellington, May 29. bbox=[404, 1779, 468, 1787]
article-headline: RIOT IN SYDNEY. bbox=[621, 46, 720, 59]
article-paragraph: The news despatches reported from the cable agencies are printed here in close columns of small newspaper type, giving the particulars of the events of the week as received by telegraph from London, Melbourne, Sydney and Wellington, with further details to be published as received. bbox=[858, 547, 974, 624]
article-paragraph: The news despatches reported from the cable agencies are printed here in close columns of small newspaper type, giving the particulars of the events of the week as received by telegraph from London, Melbourne, Sydney and Wellington, with further details to be published as received. bbox=[382, 1362, 490, 1447]
article-paragraph: The news despatches reported from the cable agencies are printed here in close columns of small newspaper type, giving the particulars of the events of the week as received by telegraph from London, Melbourne, Sydney and Wellington, with further details to be published as received. bbox=[8, 2039, 123, 2116]
article-paragraph: The news despatches reported from the cable agencies are printed here in close columns of small newspaper type, giving the particulars of the events of the week as received by telegraph from London, Melbourne, Sydney and Wellington, with further details to be published as received. bbox=[734, 120, 848, 196]
article-headline: ACCIDENTS AND FATALITIES. bbox=[262, 1264, 361, 1292]
article-subhead: PRINCE IN AUSTRALIA. bbox=[387, 83, 485, 93]
section-separator bbox=[500, 812, 607, 813]
article-subhead: CANADA'S BILL. bbox=[153, 879, 220, 888]
advertisement-paragraph: Winter nights have no terrors with a "Unique" hot water bottle in the bed. Heavily vulcanised seams, patent stopper means lasting satisfaction. Sold everywhere.—55 bbox=[382, 2053, 488, 2112]
article-headline: PERSIA SAFE. bbox=[24, 1906, 107, 1920]
article-paragraph: The news despatches reported from the cable agencies are printed here in close columns of small newspaper type, giving the particulars of the events of the week as received by telegraph from London, Melbourne, Sydney and Wellington, with further details to be published as received. bbox=[8, 440, 123, 516]
article-subhead: COMMENT ON AMRITSAR REPORT. bbox=[133, 1642, 241, 1660]
article-paragraph: The news despatches reported from the cable agencies are printed here in close columns of small newspaper type, giving the particulars of the events of the week as received by telegraph from London, Melbourne, Sydney and Wellington, with further details to be published as received. bbox=[8, 880, 123, 957]
article-paragraph: The news despatches reported from the cable agencies are printed here in close columns of small newspaper type, giving the particulars of the events of the week as received by telegraph from London, Melbourne, Sydney and Wellington, with further details to be published as received. bbox=[132, 1235, 242, 1319]
article-paragraph: The news despatches reported from the cable agencies are printed here in close columns of small newspaper type, giving the particulars of the events of the week as received by telegraph from London, Melbourne, Sydney and Wellington, with further details to be published as received. bbox=[382, 1251, 490, 1336]
section-separator bbox=[8, 1499, 123, 1500]
section-separator bbox=[8, 2120, 123, 2121]
short-rule bbox=[893, 880, 940, 881]
article-subhead: BETTER CONDITIONS FOR RIDERS. bbox=[390, 1751, 481, 1770]
article-paragraph: The news despatches reported from the cable agencies are printed here in close columns of small newspaper type, giving the particulars of the events of the week as received by telegraph from London, Melbourne, Sydney and Wellington, with further details to be published as received. bbox=[251, 1043, 372, 1111]
advertisement-paragraph: To protect the throat from the influence of obnoxious germs it is wise to use Sharland's Formalin Throat Tablets (mint or cinnamon flavor). Sold everywhere. 6d. bbox=[132, 2171, 241, 2223]
column-2 bbox=[128, 41, 247, 2251]
